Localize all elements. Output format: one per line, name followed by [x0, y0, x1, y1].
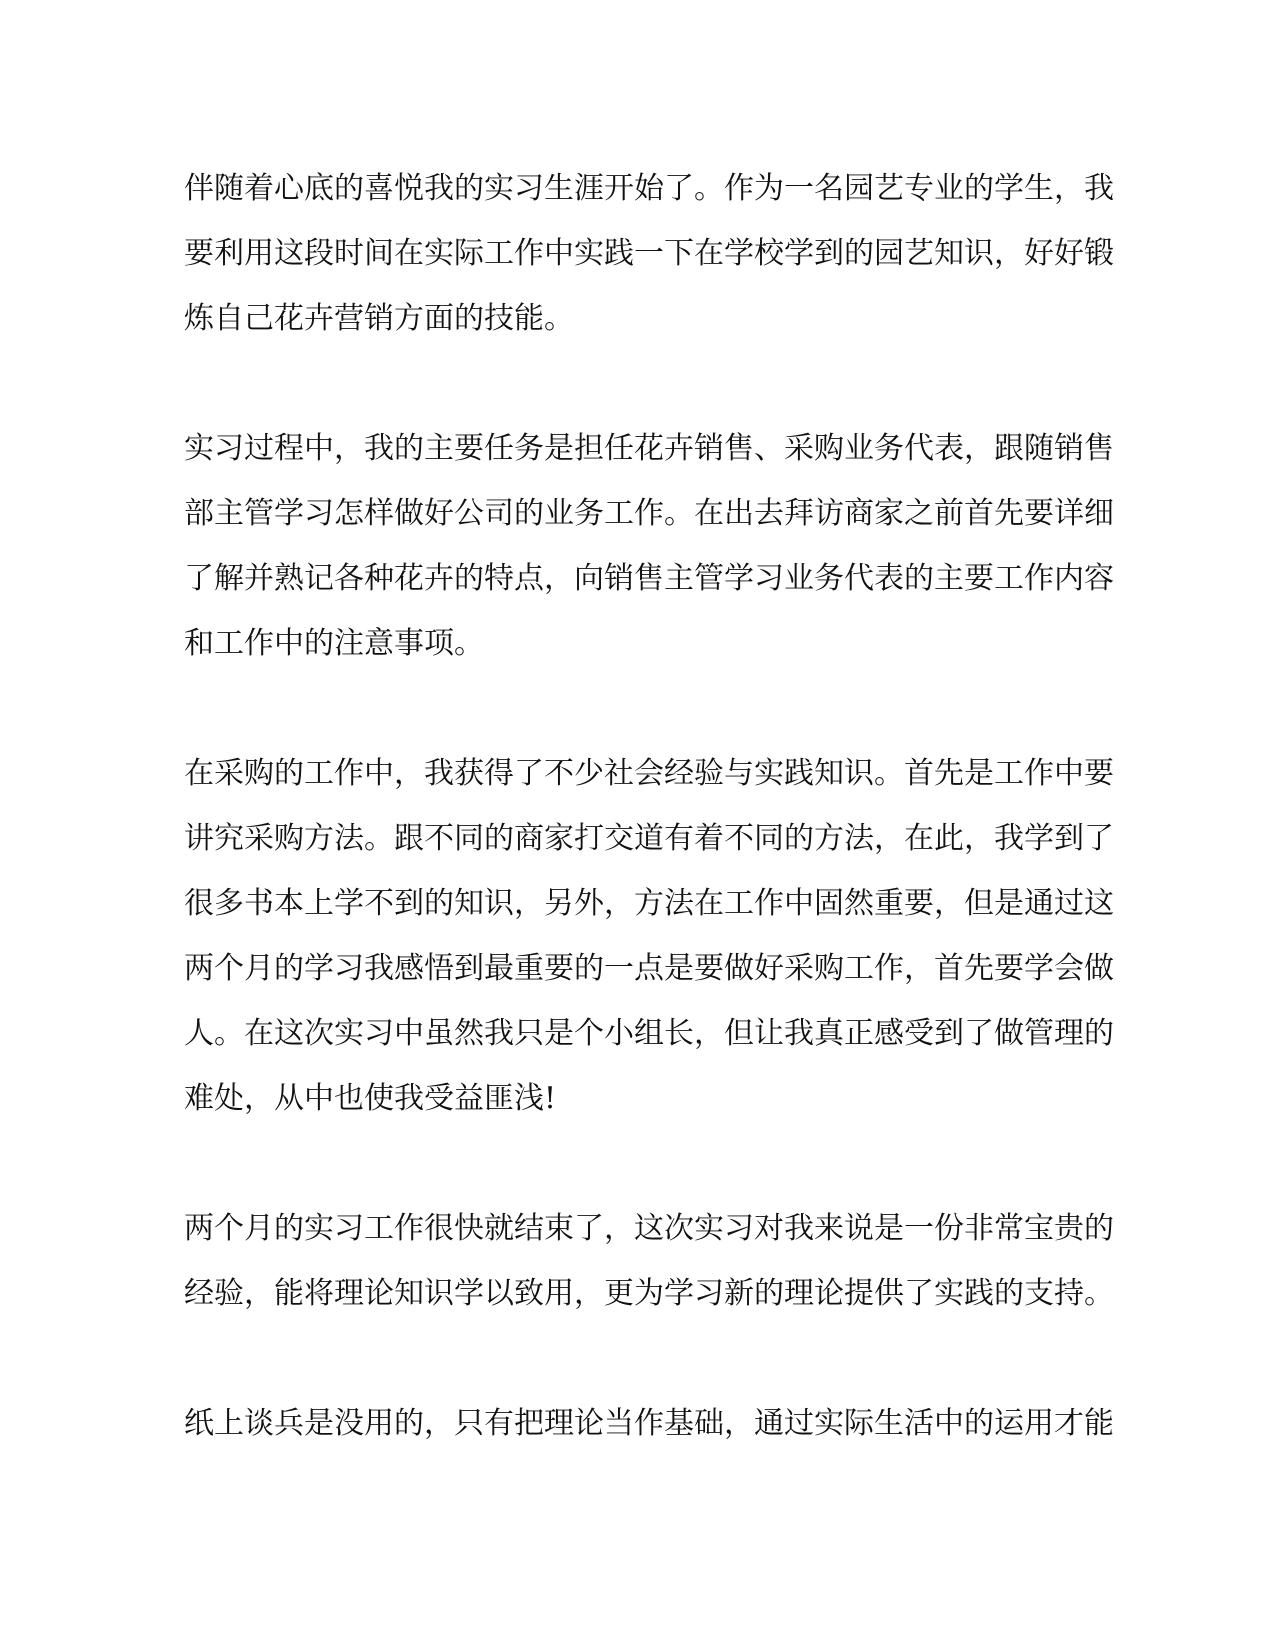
- text-line: 实习过程中，我的主要任务是担任花卉销售、采购业务代表，跟随销售: [184, 431, 1114, 466]
- text-line: 要利用这段时间在实际工作中实践一下在学校学到的园艺知识，好好锻: [184, 236, 1114, 271]
- paragraph-4: [184, 1196, 1114, 1326]
- paragraph-1: [184, 156, 1114, 351]
- text-line: 讲究采购方法。跟不同的商家打交道有着不同的方法，在此，我学到了: [184, 821, 1114, 856]
- text-line: 两个月的实习工作很快就结束了，这次实习对我来说是一份非常宝贵的: [184, 1211, 1114, 1246]
- paragraph-2: [184, 416, 1114, 676]
- paragraph-5: [184, 1391, 1114, 1456]
- text-line: 炼自己花卉营销方面的技能。: [184, 301, 574, 336]
- text-line: 在采购的工作中，我获得了不少社会经验与实践知识。首先是工作中要: [184, 756, 1114, 791]
- text-line: 纸上谈兵是没用的，只有把理论当作基础，通过实际生活中的运用才能: [184, 1406, 1114, 1441]
- text-line: 经验，能将理论知识学以致用，更为学习新的理论提供了实践的支持。: [184, 1276, 1114, 1311]
- text-line: 和工作中的注意事项。: [184, 626, 484, 661]
- text-line: 了解并熟记各种花卉的特点，向销售主管学习业务代表的主要工作内容: [184, 561, 1114, 596]
- paragraph-3: [184, 741, 1114, 1131]
- text-line: 很多书本上学不到的知识，另外，方法在工作中固然重要，但是通过这: [184, 886, 1114, 921]
- text-line: 伴随着心底的喜悦我的实习生涯开始了。作为一名园艺专业的学生，我: [184, 171, 1114, 206]
- text-line: 两个月的学习我感悟到最重要的一点是要做好采购工作，首先要学会做: [184, 951, 1114, 986]
- text-line: 部主管学习怎样做好公司的业务工作。在出去拜访商家之前首先要详细: [184, 496, 1114, 531]
- text-line: 难处，从中也使我受益匪浅!: [184, 1081, 557, 1116]
- text-line: 人。在这次实习中虽然我只是个小组长，但让我真正感受到了做管理的: [184, 1016, 1114, 1051]
- document-body: [184, 156, 1114, 1521]
